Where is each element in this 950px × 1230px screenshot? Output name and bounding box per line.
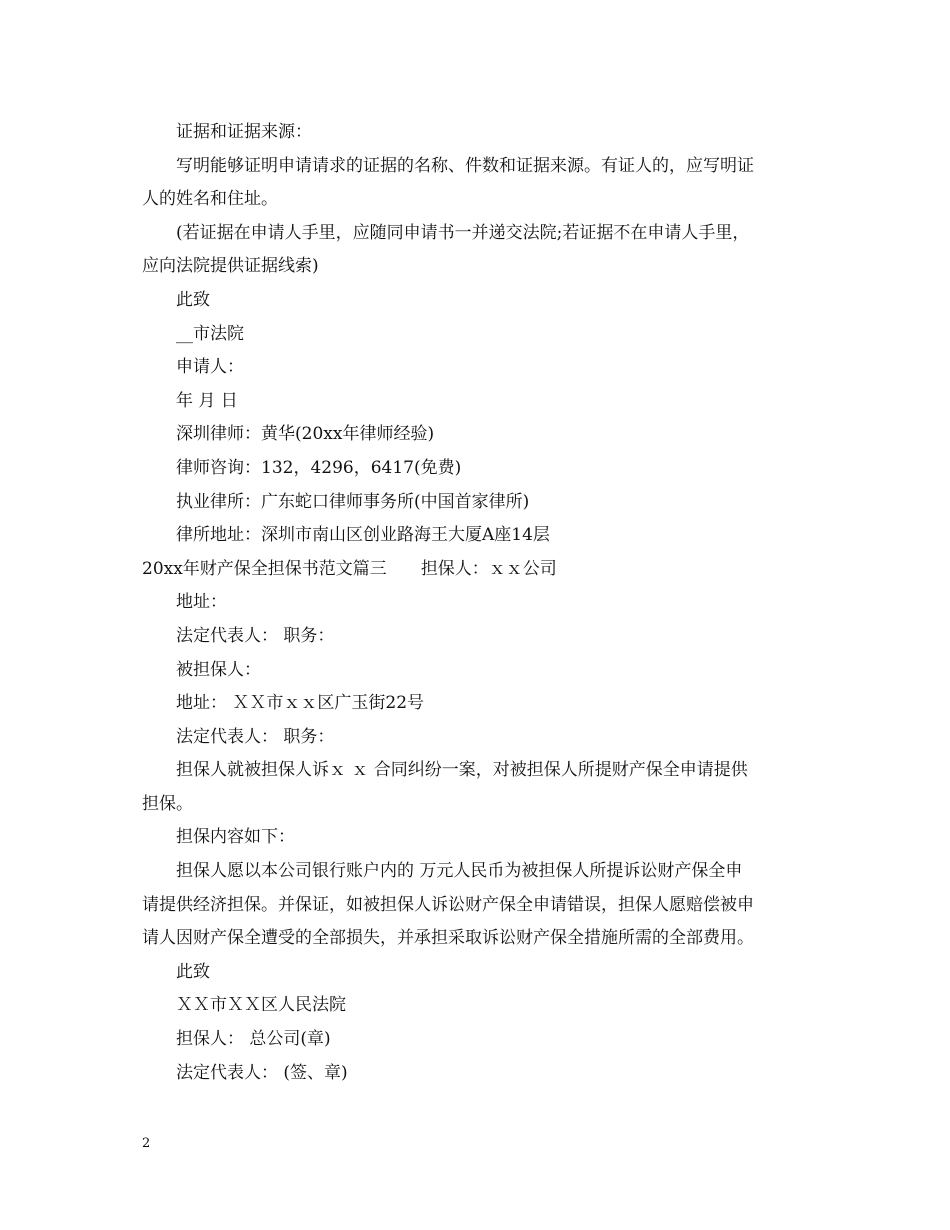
text-line: 法定代表人： 职务： (176, 625, 335, 646)
text-line: 担保。 (142, 793, 193, 814)
text-line: 此致 (176, 961, 210, 982)
text-line: 律师咨询：132，4296，6417(免费) (176, 457, 462, 478)
text-line: 地址： ＸＸ市ｘｘ区广玉街22号 (176, 693, 425, 714)
text-line: 法定代表人： (签、章) (176, 1062, 348, 1083)
text-line: 担保内容如下： (176, 827, 295, 848)
text-line: (若证据在申请人手里，应随同申请书一并递交法院;若证据不在申请人手里， (176, 222, 750, 243)
text-line: 请人因财产保全遭受的全部损失，并承担采取诉讼财产保全措施所需的全部费用。 (142, 928, 754, 949)
text-line: 证据和证据来源： (176, 122, 312, 142)
text-line (142, 553, 812, 587)
text-line: 人的姓名和住址。 (142, 189, 278, 210)
text-line: 地址： (176, 592, 227, 613)
text-line: 法定代表人： 职务： (176, 726, 335, 747)
text-line: 写明能够证明申请请求的证据的名称、件数和证据来源。有证人的，应写明证 (176, 155, 754, 176)
text-line: 担保人： 总公司(章) (176, 1029, 331, 1050)
text-line: 请提供经济担保。并保证，如被担保人诉讼财产保全申请错误，担保人愿赔偿被申 (142, 894, 754, 915)
text-line: 执业律所：广东蛇口律师事务所(中国首家律所) (176, 491, 530, 512)
text-line: 被担保人： (176, 659, 261, 680)
text-line: 担保人就被担保人诉ｘ ｘ 合同纠纷一案，对被担保人所提财产保全申请提供 (176, 760, 748, 781)
section-heading: 20xx年财产保全担保书范文篇三 (142, 558, 387, 579)
text-line: 申请人： (176, 357, 244, 378)
text-line: ＸＸ市ＸＸ区人民法院 (176, 995, 346, 1016)
guarantor-line: 担保人：ｘｘ公司 (420, 558, 557, 579)
text-line: 律所地址：深圳市南山区创业路海王大厦A座14层 (176, 525, 550, 546)
text-line: 担保人愿以本公司银行账户内的 万元人民币为被担保人所提诉讼财产保全申 (176, 861, 743, 882)
text-line: 应向法院提供证据线索) (142, 256, 319, 277)
page-number: 2 (142, 1136, 151, 1151)
document-body (142, 116, 812, 1090)
text-line: 深圳律师：黄华(20xx年律师经验) (176, 424, 435, 445)
text-line: 年 月 日 (176, 390, 238, 411)
text-line: 此致 (176, 289, 210, 310)
text-line: __市法院 (176, 323, 244, 344)
